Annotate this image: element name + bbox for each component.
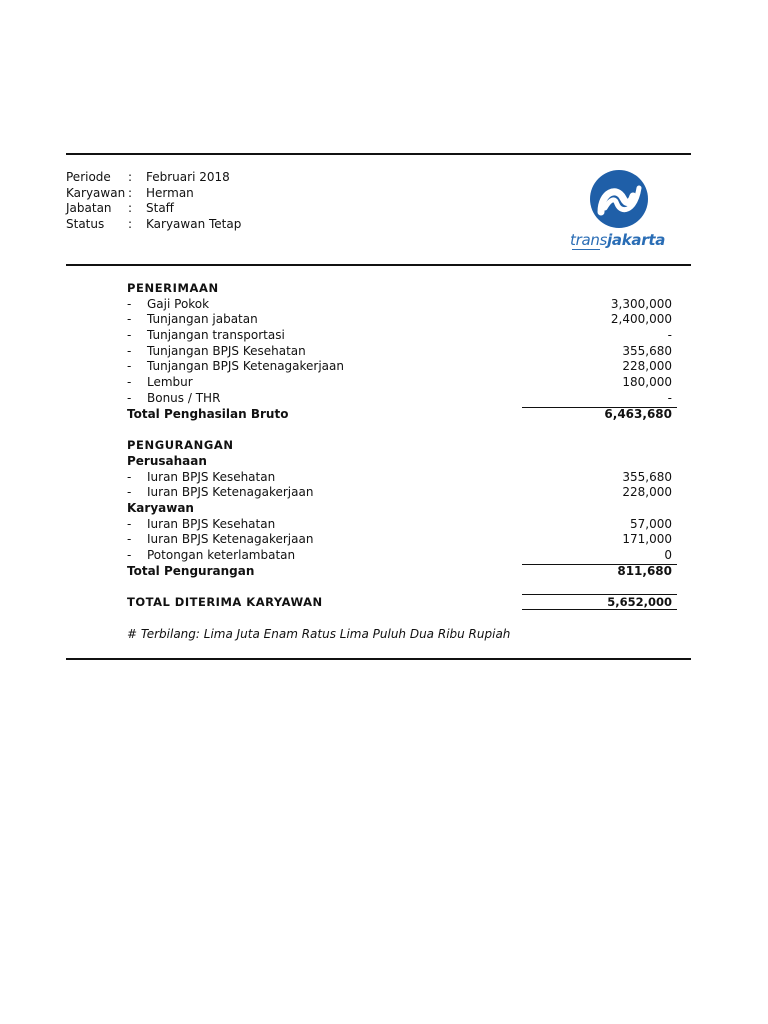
bullet-dash: -: [127, 548, 132, 562]
info-value: Herman: [146, 185, 194, 200]
spacer: [127, 579, 677, 595]
item-amount: 57,000: [630, 516, 672, 531]
item-label: Iuran BPJS Kesehatan: [147, 469, 276, 484]
bullet-dash: -: [127, 328, 132, 343]
employee-info: [66, 170, 241, 233]
list-item: [127, 485, 677, 501]
item-label: Tunjangan transportasi: [147, 328, 285, 343]
item-amount: 2,400,000: [610, 312, 672, 327]
item-amount: 171,000: [622, 532, 672, 547]
logo-word-trans: trans: [570, 231, 608, 249]
total-pengurangan-amount: 811,680: [617, 563, 672, 578]
bullet-dash: -: [127, 516, 132, 531]
item-amount: 228,000: [622, 485, 672, 500]
spacer: [127, 422, 677, 438]
bullet-dash: -: [127, 296, 132, 311]
section-title-pengurangan: PENGURANGAN: [127, 438, 234, 453]
bullet-dash: -: [127, 532, 132, 547]
header-divider: [66, 264, 691, 266]
grand-total-row: [127, 595, 677, 611]
logo-word-jakarta: jakarta: [607, 231, 666, 249]
list-item: [127, 532, 677, 548]
info-colon: :: [128, 185, 133, 200]
list-item: [127, 359, 677, 375]
info-label: Periode: [66, 170, 111, 184]
bullet-dash: -: [127, 485, 132, 500]
spacer: [127, 611, 677, 627]
info-colon: :: [128, 217, 133, 232]
terbilang-note: # Terbilang: Lima Juta Enam Ratus Lima Puluh Dua Ribu Rupiah: [127, 627, 511, 642]
total-pengurangan-label: Total Pengurangan: [127, 563, 255, 578]
info-row-karyawan: [66, 186, 241, 202]
item-label: Tunjangan BPJS Kesehatan: [147, 343, 306, 358]
section-title-penerimaan: PENERIMAAN: [127, 281, 219, 295]
subsection-title-perusahaan: Perusahaan: [127, 453, 207, 468]
item-label: Tunjangan jabatan: [147, 312, 258, 327]
item-label: Lembur: [147, 375, 193, 390]
list-item: [127, 312, 677, 328]
list-item: [127, 548, 677, 564]
logo-wordmark: [570, 231, 665, 249]
list-item: [127, 470, 677, 486]
info-colon: :: [128, 170, 133, 184]
list-item: [127, 391, 677, 407]
item-amount: 355,680: [622, 343, 672, 358]
item-amount: 228,000: [622, 359, 672, 374]
logo-underline: [572, 249, 600, 250]
item-amount: 0: [664, 548, 672, 562]
info-value: Staff: [146, 201, 174, 216]
item-amount: -: [667, 328, 672, 343]
item-label: Potongan keterlambatan: [147, 548, 296, 562]
item-label: Iuran BPJS Ketenagakerjaan: [147, 485, 314, 500]
total-bruto-row: [127, 407, 677, 423]
total-pengurangan-row: [127, 564, 677, 580]
payslip-body: [127, 281, 677, 643]
subsection-title-karyawan: Karyawan: [127, 500, 194, 515]
item-amount: 3,300,000: [610, 296, 672, 311]
list-item: [127, 297, 677, 313]
item-amount: 355,680: [622, 469, 672, 484]
bullet-dash: -: [127, 312, 132, 327]
info-colon: :: [128, 201, 133, 216]
info-row-jabatan: [66, 201, 241, 217]
info-label: Karyawan: [66, 185, 126, 200]
item-label: Iuran BPJS Ketenagakerjaan: [147, 532, 314, 547]
top-rule: [66, 153, 691, 155]
item-label: Gaji Pokok: [147, 296, 210, 311]
grand-total-label: TOTAL DITERIMA KARYAWAN: [127, 595, 323, 610]
item-label: Iuran BPJS Kesehatan: [147, 516, 276, 531]
list-item: [127, 375, 677, 391]
info-label: Jabatan: [66, 201, 112, 216]
info-label: Status: [66, 217, 105, 232]
bullet-dash: -: [127, 469, 132, 484]
bottom-rule: [66, 658, 691, 660]
info-row-periode: [66, 170, 241, 186]
list-item: [127, 328, 677, 344]
grand-total-bottom-rule: [522, 609, 677, 610]
info-value: Februari 2018: [146, 170, 230, 184]
item-amount: -: [667, 390, 672, 405]
info-row-status: [66, 217, 241, 233]
total-bruto-label: Total Penghasilan Bruto: [127, 406, 289, 421]
item-label: Tunjangan BPJS Ketenagakerjaan: [147, 359, 344, 374]
grand-total-amount: 5,652,000: [607, 595, 672, 610]
bullet-dash: -: [127, 343, 132, 358]
bullet-dash: -: [127, 390, 132, 405]
list-item: [127, 344, 677, 360]
bullet-dash: -: [127, 375, 132, 390]
bullet-dash: -: [127, 359, 132, 374]
info-value: Karyawan Tetap: [146, 217, 242, 232]
item-label: Bonus / THR: [147, 390, 221, 405]
list-item: [127, 517, 677, 533]
terbilang-row: [127, 627, 677, 643]
total-bruto-amount: 6,463,680: [604, 406, 672, 421]
item-amount: 180,000: [622, 375, 672, 390]
